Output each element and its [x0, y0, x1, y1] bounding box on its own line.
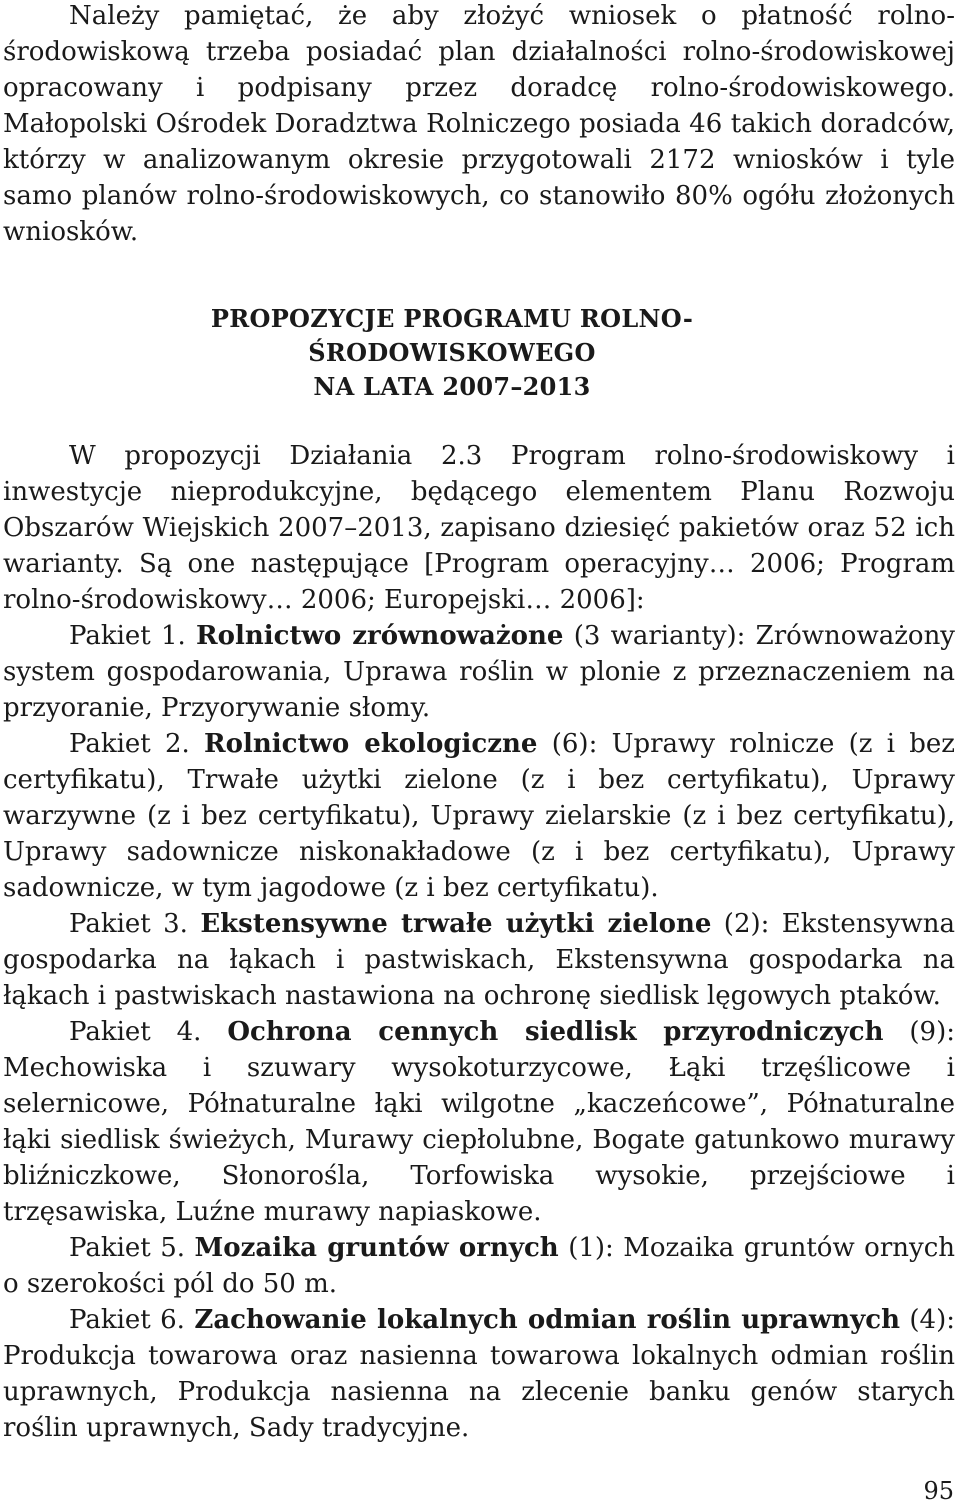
package-paragraph [3, 618, 955, 726]
package-description: (2): Ekstensywna gospodarka na łąkach i pastwiskach, Ekstensywna gospodarka na łąkach i pastwiskach nastawiona na ochronę siedlisk lęgowych ptaków. [3, 909, 955, 1011]
package-prefix: Pakiet 5. [69, 1233, 195, 1263]
package-paragraph [3, 1230, 955, 1302]
intro-paragraph: Należy pamiętać, że aby złożyć wniosek o płatność rolno-środowiskową trzeba posiadać plan działalności rolno-środowiskowej opracowany i podpisany przez doradcę rolno-środowiskowego. Małopolski Ośrodek Doradztwa Rolniczego posiada 46 takich doradców, którzy w analizowanym okresie przygotowali 2172 wniosków i tyle samo planów rolno-środowiskowych, co stanowiło 80% ogółu złożonych wniosków. [3, 1, 955, 247]
package-paragraph [3, 1302, 955, 1446]
package-prefix: Pakiet 2. [69, 729, 205, 759]
package-prefix: Pakiet 1. [69, 621, 197, 651]
package-description: (4): Produkcja towarowa oraz nasienna towarowa lokalnych odmian roślin uprawnych, Produkcja nasienna na zlecenie banku genów starych roślin uprawnych, Sady tradycyjne. [3, 1305, 955, 1443]
section-heading-line-2: NA LATA 2007–2013 [313, 372, 591, 401]
package-description: (1): Mozaika gruntów ornych o szerokości pól do 50 m. [3, 1233, 956, 1299]
package-name: Rolnictwo ekologiczne [204, 729, 538, 759]
section-heading [3, 302, 955, 404]
page-number: 95 [923, 1477, 954, 1505]
package-prefix: Pakiet 3. [69, 909, 201, 939]
package-name: Rolnictwo zrównoważone [196, 621, 564, 651]
package-name: Ekstensywne trwałe użytki zielone [200, 909, 712, 939]
section-heading-line-1: PROPOZYCJE PROGRAMU ROLNO-ŚRODOWISKOWEGO [210, 304, 694, 367]
package-paragraph [3, 726, 955, 906]
package-name: Ochrona cennych siedlisk przyrodniczych [227, 1017, 884, 1047]
package-paragraph [3, 1014, 955, 1230]
package-prefix: Pakiet 6. [69, 1305, 195, 1335]
proposal-paragraph: W propozycji Działania 2.3 Program rolno-środowiskowy i inwestycje nieprodukcyjne, będącego elementem Planu Rozwoju Obszarów Wiejskich 2007–2013, zapisano dziesięć pakietów oraz 52 ich warianty. Są one następujące [Program operacyjny… 2006; Program rolno-środowiskowy… 2006; Europejski… 2006]: [3, 441, 955, 615]
package-name: Zachowanie lokalnych odmian roślin uprawnych [194, 1305, 900, 1335]
package-name: Mozaika gruntów ornych [194, 1233, 559, 1263]
package-paragraph [3, 906, 955, 1014]
package-description: (6): Uprawy rolnicze (z i bez certyfikatu), Trwałe użytki zielone (z i bez certyfikatu), Uprawy warzywne (z i bez certyfikatu), Uprawy zielarskie (z i bez certyfikatu), Uprawy sadownicze niskonakładowe (z i bez certyfikatu), Uprawy sadownicze, w tym jagodowe (z i bez certyfikatu). [3, 729, 955, 903]
package-description: (3 warianty): Zrównoważony system gospodarowania, Uprawa roślin w plonie z przeznaczeniem na przyoranie, Przyorywanie słomy. [3, 621, 955, 723]
document-page [3, 0, 955, 1446]
package-description: (9): Mechowiska i szuwary wysokoturzycowe, Łąki trzęślicowe i selernicowe, Półnaturalne łąki wilgotne „kaczeńcowe”, Półnaturalne łąki siedlisk świeżych, Murawy ciepłolubne, Bogate gatunkowo murawy bliźniczkowe, Słonorośla, Torfowiska wysokie, przejściowe i trzęsawiska, Luźne murawy napiaskowe. [3, 1017, 955, 1227]
package-prefix: Pakiet 4. [69, 1017, 228, 1047]
